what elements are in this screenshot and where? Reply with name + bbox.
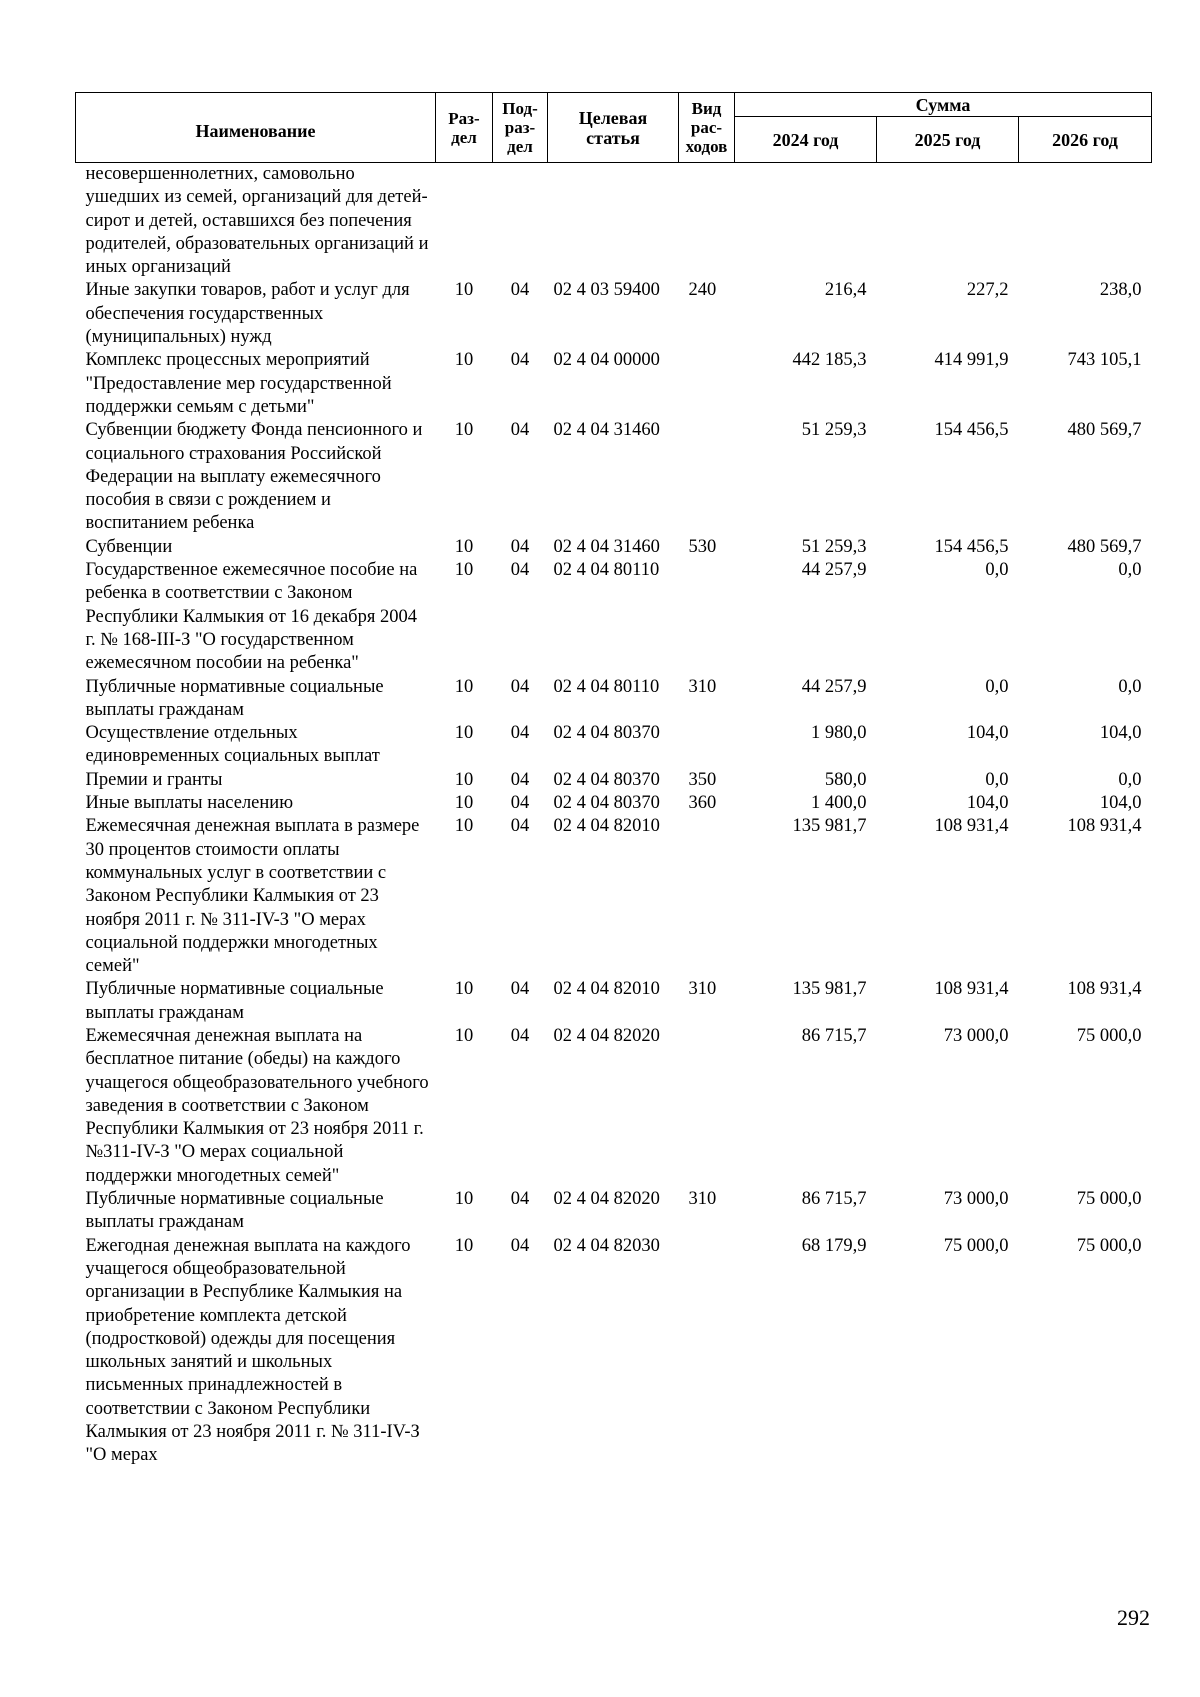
cell-sum-2024: 580,0 [824,769,867,790]
cell-name: Иные закупки товаров, работ и услуг для обеспечения государственных (муниципальных) нужд [85,280,410,348]
cell-razdel: 10 [454,1189,474,1210]
cell-vid: 360 [688,793,717,814]
table-row [76,349,1152,419]
cell-statya: 02 4 03 59400 [553,280,660,301]
cell-name: Ежемесячная денежная выплата на бесплатное питание (обеды) на каждого учащегося общеобразовательного учебного заведения в соответствии с Законом Республики Калмыкия от 23 ноября 2011 г. №311-IV-З "О мерах социальной поддержки многодетных семей" [85,1025,429,1186]
cell-sum-2026: 238,0 [1099,280,1142,301]
cell-statya: 02 4 04 80370 [553,769,660,790]
table-row [76,769,1152,792]
cell-podrazdel: 04 [510,420,530,441]
cell-sum-2024 [735,163,877,280]
cell-sum-2025: 0,0 [985,769,1009,790]
cell-razdel: 10 [454,420,474,441]
cell-statya: 02 4 04 82020 [553,1025,660,1046]
cell-sum-2026: 104,0 [1099,723,1142,744]
cell-statya: 02 4 04 31460 [553,420,660,441]
cell-podrazdel: 04 [510,1189,530,1210]
cell-podrazdel: 04 [510,979,530,1000]
header-line: ходов [685,137,728,156]
cell-podrazdel: 04 [510,560,530,581]
table-row [76,279,1152,349]
table-row [76,792,1152,815]
cell-statya [548,163,679,280]
cell-sum-2025: 75 000,0 [943,1235,1009,1256]
cell-vid [679,163,735,280]
cell-razdel: 10 [454,536,474,557]
header-podrazdel [493,93,548,163]
header-vid [679,93,735,163]
cell-podrazdel: 04 [510,676,530,697]
table-header-row [76,93,1152,117]
cell-vid [679,419,735,535]
header-line: Вид [691,99,722,118]
cell-name: несовершеннолетних, самовольно ушедших из семей, организаций для детей-сирот и детей, оставшихся без попечения родителей, образовательных организаций и иных организаций [85,164,429,278]
cell-sum-2026: 0,0 [1118,560,1142,581]
cell-sum-2026: 0,0 [1118,676,1142,697]
cell-podrazdel: 04 [510,793,530,814]
cell-statya: 02 4 04 82020 [553,1189,660,1210]
cell-sum-2026: 0,0 [1118,769,1142,790]
cell-razdel: 10 [454,1235,474,1256]
cell-vid: 310 [688,676,717,697]
cell-sum-2024: 51 259,3 [801,420,867,441]
cell-podrazdel: 04 [510,769,530,790]
cell-vid: 530 [688,536,717,557]
table-row [76,163,1152,280]
page-number: 292 [1117,1605,1150,1630]
cell-vid [679,1025,735,1188]
cell-sum-2026: 75 000,0 [1076,1025,1142,1046]
cell-sum-2026: 108 931,4 [1067,979,1142,1000]
cell-vid: 310 [688,1189,717,1210]
cell-sum-2024: 51 259,3 [801,536,867,557]
cell-podrazdel: 04 [510,1025,530,1046]
cell-vid [679,559,735,675]
cell-sum-2025: 73 000,0 [943,1025,1009,1046]
header-line: дел [507,137,533,156]
cell-statya: 02 4 04 31460 [553,536,660,557]
cell-sum-2024: 44 257,9 [801,560,867,581]
cell-name: Ежемесячная денежная выплата в размере 30 процентов стоимости оплаты коммунальных услуг в соответствии с Законом Республики Калмыкия от 23 ноября 2011 г. № 311-IV-З "О мерах социальной поддержки многодетных семей" [85,816,420,977]
header-name: Наименование [76,93,436,163]
cell-name: Публичные нормативные социальные выплаты гражданам [85,979,384,1023]
cell-vid [679,722,735,769]
header-line: Раз- [448,108,480,128]
header-line: рас- [690,118,723,137]
table-row [76,1235,1152,1468]
table-row [76,1025,1152,1188]
cell-sum-2024: 135 981,7 [792,816,867,837]
cell-sum-2024: 442 185,3 [792,350,867,371]
header-line: раз- [504,118,536,137]
cell-razdel: 10 [454,350,474,371]
cell-razdel: 10 [454,1025,474,1046]
table-row [76,536,1152,559]
cell-statya: 02 4 04 80110 [553,676,660,697]
cell-razdel: 10 [454,676,474,697]
table-row [76,676,1152,723]
cell-statya: 02 4 04 80370 [553,723,660,744]
cell-statya: 02 4 04 82010 [553,816,660,837]
cell-sum-2026: 480 569,7 [1067,420,1142,441]
cell-podrazdel: 04 [510,816,530,837]
cell-razdel: 10 [454,793,474,814]
cell-sum-2024: 135 981,7 [792,979,867,1000]
cell-vid: 350 [688,769,717,790]
cell-podrazdel: 04 [510,723,530,744]
cell-vid [679,815,735,978]
cell-vid: 240 [688,280,717,301]
cell-razdel [436,163,493,280]
cell-razdel: 10 [454,979,474,1000]
table-row [76,978,1152,1025]
cell-name: Ежегодная денежная выплата на каждого учащегося общеобразовательной организации в Республике Калмыкия на приобретение комплекта детской (подростковой) одежды для посещения школьных занятий и школьных письменных принадлежностей в соответствии с Законом Республики Калмыкия от 23 ноября 2011 г. № 311-IV-З "О мерах [85,1235,420,1466]
cell-podrazdel: 04 [510,1235,530,1256]
cell-statya: 02 4 04 80370 [553,793,660,814]
cell-name: Государственное ежемесячное пособие на ребенка в соответствии с Законом Республики Калмыкия от 16 декабря 2004 г. № 168-III-З "О государственном ежемесячном пособии на ребенка" [85,560,418,674]
cell-sum-2025: 154 456,5 [934,420,1009,441]
header-statya [548,93,679,163]
cell-sum-2024: 86 715,7 [801,1189,867,1210]
header-summa: Сумма [735,93,1152,117]
cell-sum-2026 [1019,163,1152,280]
cell-sum-2026: 75 000,0 [1076,1189,1142,1210]
cell-podrazdel: 04 [510,536,530,557]
cell-statya: 02 4 04 82010 [553,979,660,1000]
table-row [76,722,1152,769]
table-row [76,559,1152,675]
cell-sum-2025: 108 931,4 [934,816,1009,837]
cell-name: Субвенции [85,536,173,557]
cell-name: Публичные нормативные социальные выплаты гражданам [85,676,384,720]
cell-sum-2025: 73 000,0 [943,1189,1009,1210]
cell-sum-2025: 414 991,9 [934,350,1009,371]
cell-sum-2025: 227,2 [966,280,1009,301]
cell-name: Публичные нормативные социальные выплаты гражданам [85,1189,384,1233]
document-page [75,92,1151,1468]
cell-sum-2026: 108 931,4 [1067,816,1142,837]
cell-sum-2025: 0,0 [985,560,1009,581]
cell-sum-2024: 1 980,0 [811,723,867,744]
cell-razdel: 10 [454,280,474,301]
cell-sum-2026: 743 105,1 [1067,350,1142,371]
cell-podrazdel: 04 [510,280,530,301]
cell-statya: 02 4 04 80110 [553,560,660,581]
budget-table [75,92,1152,1468]
cell-vid: 310 [688,979,717,1000]
cell-sum-2025: 0,0 [985,676,1009,697]
table-row [76,1188,1152,1235]
cell-statya: 02 4 04 00000 [553,350,660,371]
cell-razdel: 10 [454,723,474,744]
cell-name: Иные выплаты населению [85,793,294,814]
cell-vid [679,1235,735,1468]
table-row [76,419,1152,535]
cell-sum-2024: 1 400,0 [811,793,867,814]
cell-name: Субвенции бюджету Фонда пенсионного и социального страхования Российской Федерации на выплату ежемесячного пособия в связи с рождением и воспитанием ребенка [85,420,423,534]
cell-sum-2026: 480 569,7 [1067,536,1142,557]
table-row [76,815,1152,978]
header-year-2024: 2024 год [735,117,877,163]
cell-razdel: 10 [454,816,474,837]
cell-podrazdel: 04 [510,350,530,371]
cell-name: Комплекс процессных мероприятий "Предоставление мер государственной поддержки семьям с детьми" [85,350,392,417]
header-line: статья [586,127,640,148]
header-line: Под- [502,99,538,118]
cell-sum-2024: 44 257,9 [801,676,867,697]
cell-sum-2024: 216,4 [824,280,867,301]
cell-razdel: 10 [454,769,474,790]
header-line: Целевая [578,107,648,128]
cell-statya: 02 4 04 82030 [553,1235,660,1256]
cell-sum-2026: 75 000,0 [1076,1235,1142,1256]
cell-vid [679,349,735,419]
header-line: дел [451,127,477,147]
cell-sum-2024: 68 179,9 [801,1235,867,1256]
cell-name: Премии и гранты [85,769,223,790]
header-year-2025: 2025 год [877,117,1019,163]
header-razdel [436,93,493,163]
cell-sum-2025: 104,0 [966,723,1009,744]
cell-sum-2025: 104,0 [966,793,1009,814]
cell-razdel: 10 [454,560,474,581]
cell-sum-2026: 104,0 [1099,793,1142,814]
cell-podrazdel [493,163,548,280]
cell-sum-2025: 154 456,5 [934,536,1009,557]
cell-name: Осуществление отдельных единовременных социальных выплат [85,723,380,767]
table-body [76,163,1152,1468]
cell-sum-2025: 108 931,4 [934,979,1009,1000]
cell-sum-2025 [877,163,1019,280]
header-year-2026: 2026 год [1019,117,1152,163]
cell-sum-2024: 86 715,7 [801,1025,867,1046]
